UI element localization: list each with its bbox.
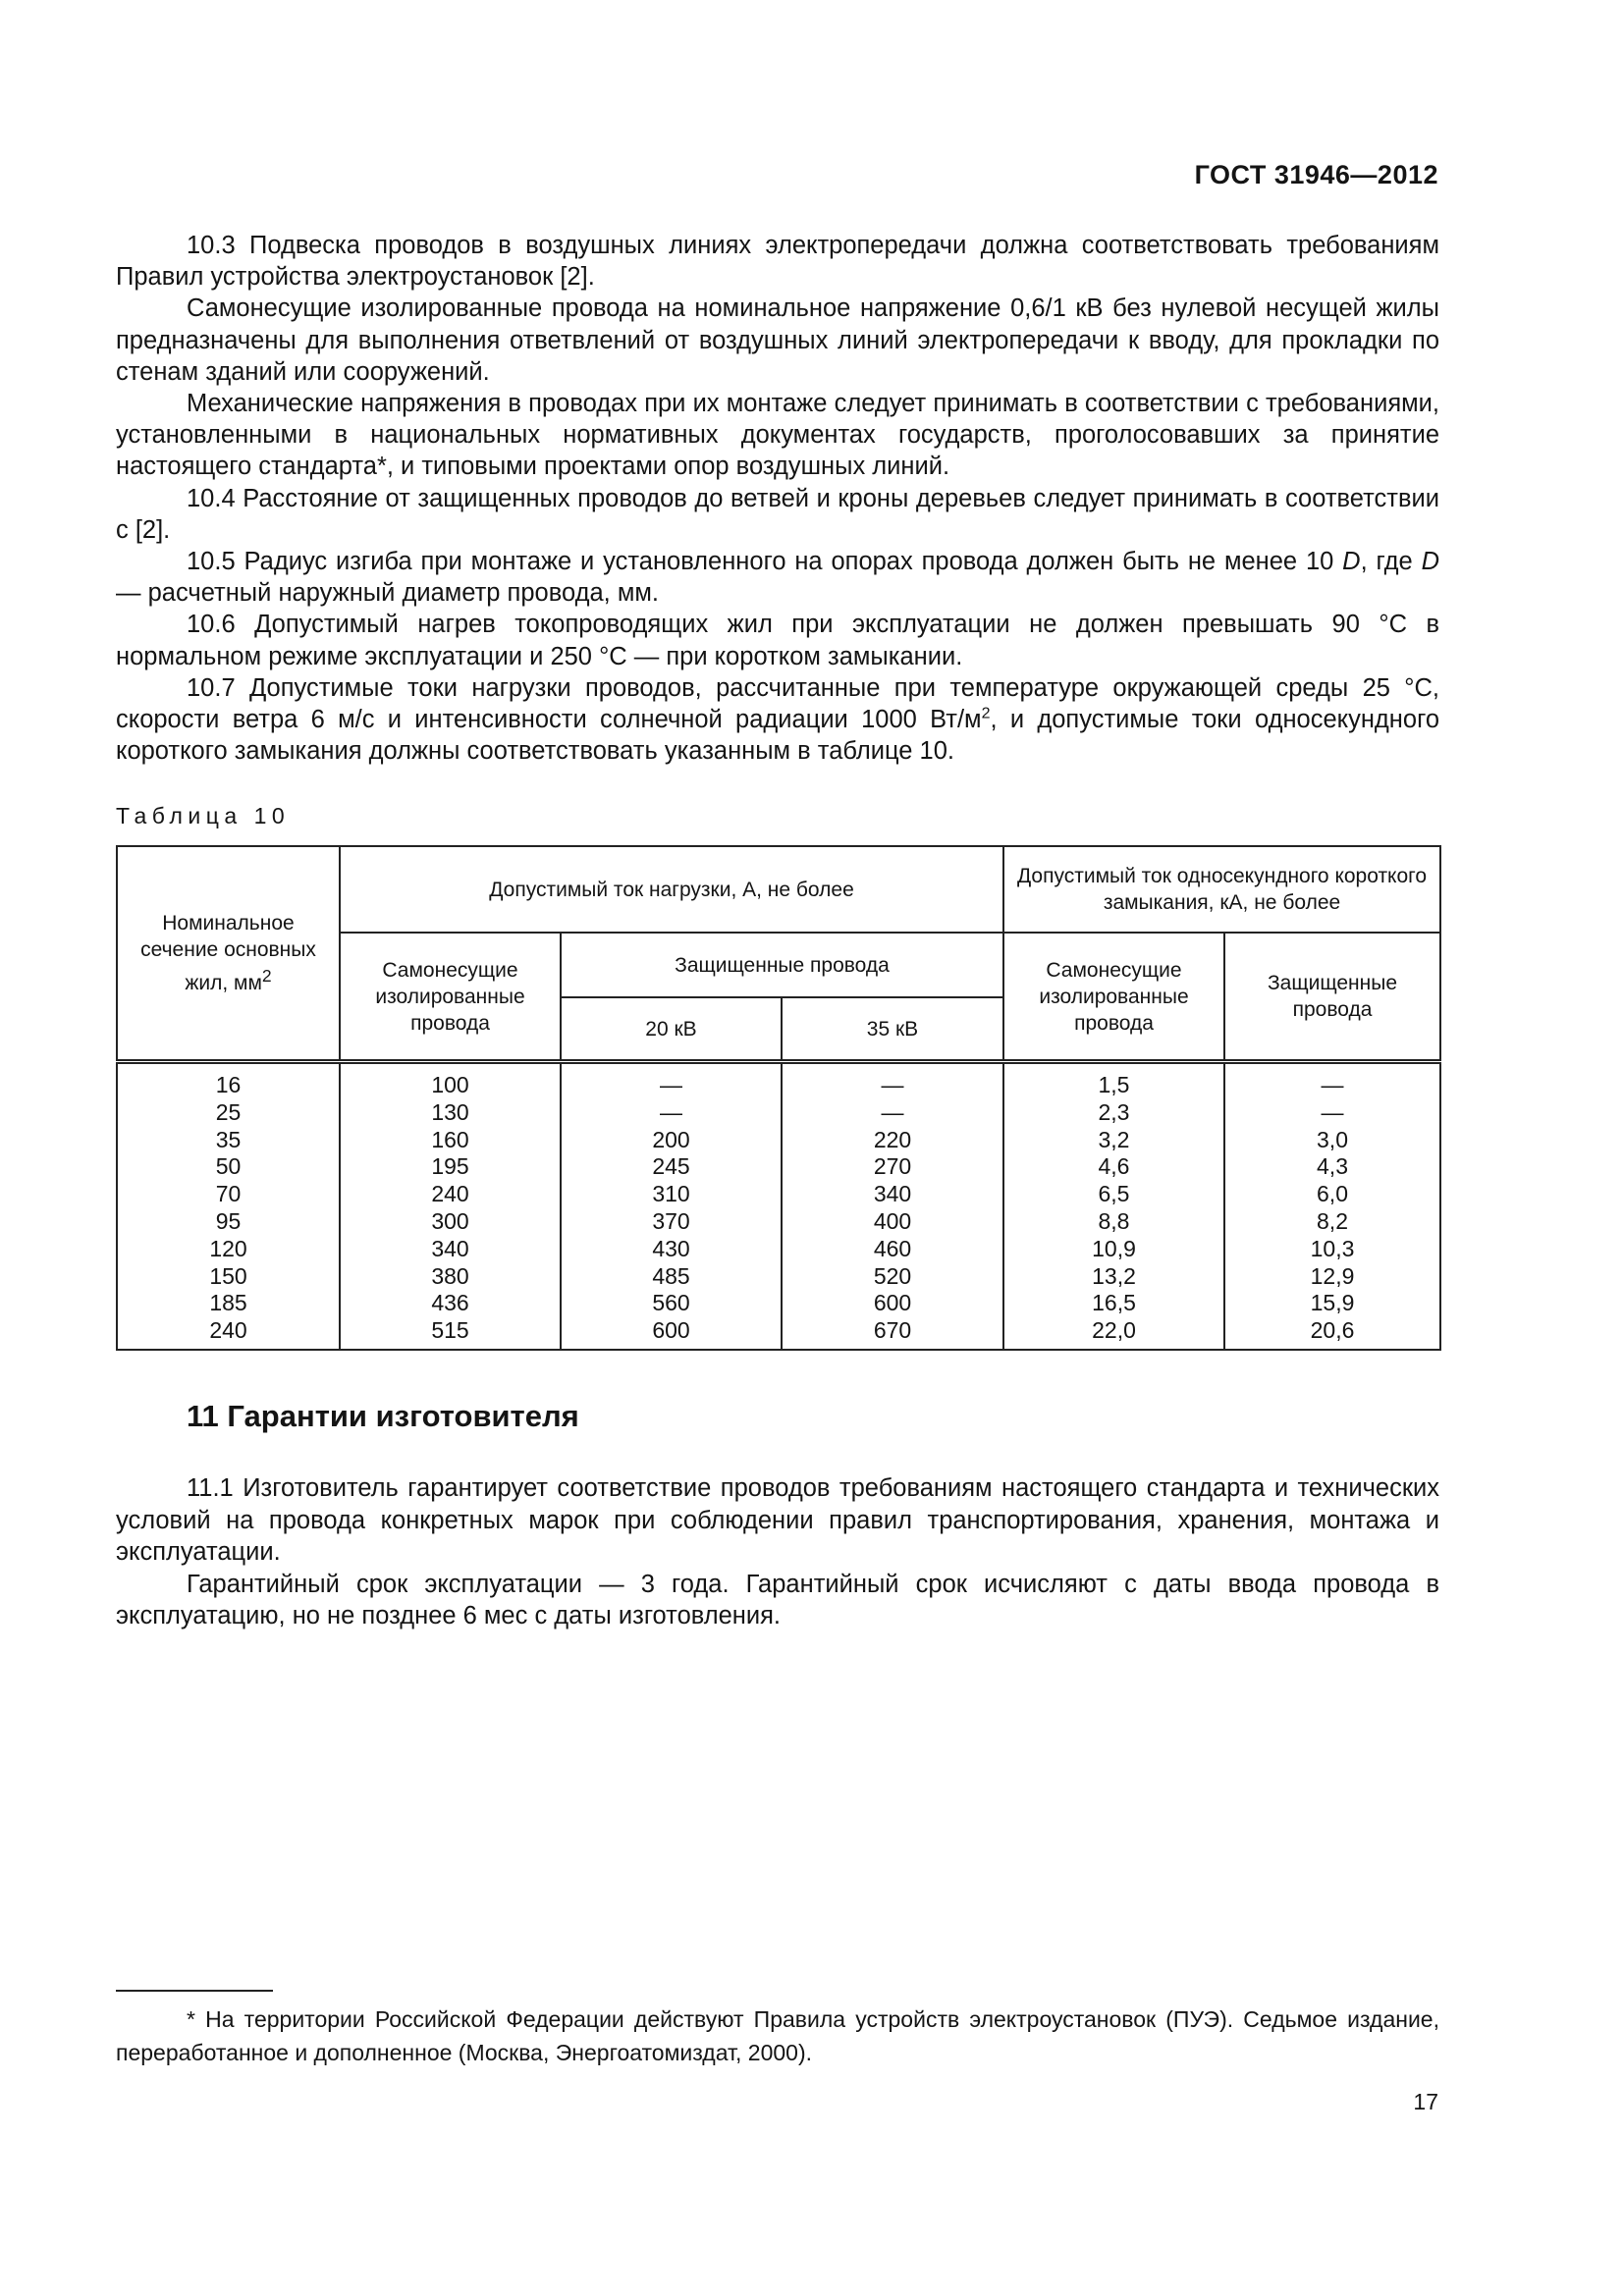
document-header-gost-number: ГОСТ 31946—2012 — [1194, 160, 1438, 189]
table-row: 25 130 — — 2,3 — — [117, 1099, 1440, 1127]
header-nominal-cross-section: Номинальное сечение основных жил, $мм^2$ — [117, 846, 340, 1062]
paragraph-11-1: 11.1 Изготовитель гарантирует соответствие проводов требованиям настоящего стандарта и технических условий на провода конкретных марок при соблюдении правил транспортирования, хранения, монтажа и эксплуатации. — [116, 1474, 1439, 1566]
header-short-circuit-current: Допустимый ток односекундного короткого замыкания, кА, не более — [1003, 846, 1440, 933]
header-short-protected: Защищенные провода — [1224, 933, 1440, 1062]
table-row: 95 300 370 400 8,8 8,2 — [117, 1208, 1440, 1236]
footnote-text: * На территории Российской Федерации действуют Правила устройств электроустановок (ПУЭ). Седьмое издание, переработанное и дополненное (Москва, Энергоатомиздат, 2000). — [116, 2006, 1439, 2065]
table-row: 35 160 200 220 3,2 3,0 — [117, 1127, 1440, 1154]
footnote — [116, 2002, 1439, 2069]
header-short-self-supporting: Самонесущие изолированные провода — [1003, 933, 1224, 1062]
table-row: 70 240 310 340 6,5 6,0 — [117, 1181, 1440, 1208]
table-row: 50 195 245 270 4,6 4,3 — [117, 1153, 1440, 1181]
table-row: 120 340 430 460 10,9 10,3 — [117, 1236, 1440, 1263]
section-11-heading: 11 Гарантии изготовителя — [187, 1399, 579, 1433]
paragraph-10-7: 10.7 Допустимые токи нагрузки проводов, рассчитанные при температуре окружающей среды 25 °С, скорости ветра 6 м/с и интенсивности солнечной радиации 1000 $Вт/м^2$, и допустимые токи односекундного короткого замыкания должны соответствовать указанным в таблице 10. — [116, 673, 1439, 766]
paragraph-warranty-period: Гарантийный срок эксплуатации — 3 года. Гарантийный срок исчисляют с даты ввода провода в эксплуатацию, но не позднее 6 мес с даты изготовления. — [116, 1570, 1439, 1629]
paragraph-mechanical-stress: Механические напряжения в проводах при их монтаже следует принимать в соответствии с требованиями, установленными в национальных нормативных документах государств, проголосовавших за принятие настоящего стандарта*, и типовыми проектами опор воздушных линий. — [116, 390, 1439, 481]
table-caption: Таблица 10 — [116, 803, 291, 828]
table-row: 150 380 485 520 13,2 12,9 — [117, 1263, 1440, 1291]
paragraph-10-6: 10.6 Допустимый нагрев токопроводящих жил при эксплуатации не должен превышать 90 °С в нормальном режиме эксплуатации и 250 °С — при коротком замыкании. — [116, 611, 1439, 670]
table-10-current-ratings — [116, 845, 1441, 1351]
paragraph-10-4: 10.4 Расстояние от защищенных проводов до ветвей и кроны деревьев следует принимать в соответствии с [2]. — [116, 484, 1439, 544]
header-20kv: 20 кВ — [561, 997, 782, 1062]
header-load-current: Допустимый ток нагрузки, А, не более — [340, 846, 1003, 933]
table-row: 240 515 600 670 22,0 20,6 — [117, 1317, 1440, 1350]
footnote-divider — [116, 1990, 273, 1992]
page-number: 17 — [1413, 2089, 1438, 2114]
section-11-body — [116, 1472, 1439, 1632]
section-10-body — [116, 230, 1439, 767]
header-self-supporting-insulated: Самонесущие изолированные провода — [340, 933, 561, 1062]
paragraph-self-supporting-wires: Самонесущие изолированные провода на номинальное напряжение 0,6/1 кВ без нулевой несущей жилы предназначены для выполнения ответвлений от воздушных линий электропередачи к вводу, для прокладки по стенам зданий или сооружений. — [116, 294, 1439, 386]
paragraph-10-3: 10.3 Подвеска проводов в воздушных линиях электропередачи должна соответствовать требованиям Правил устройства электроустановок [2]. — [116, 232, 1439, 292]
table-row: 16 100 — — 1,5 — — [117, 1062, 1440, 1099]
table-row: 185 436 560 600 16,5 15,9 — [117, 1290, 1440, 1317]
header-protected-wires: Защищенные провода — [561, 933, 1003, 997]
header-35kv: 35 кВ — [782, 997, 1003, 1062]
paragraph-10-5: 10.5 Радиус изгиба при монтаже и установленного на опорах провода должен быть не менее 10 D, где D — расчетный наружный диаметр провода, мм. — [116, 548, 1439, 608]
